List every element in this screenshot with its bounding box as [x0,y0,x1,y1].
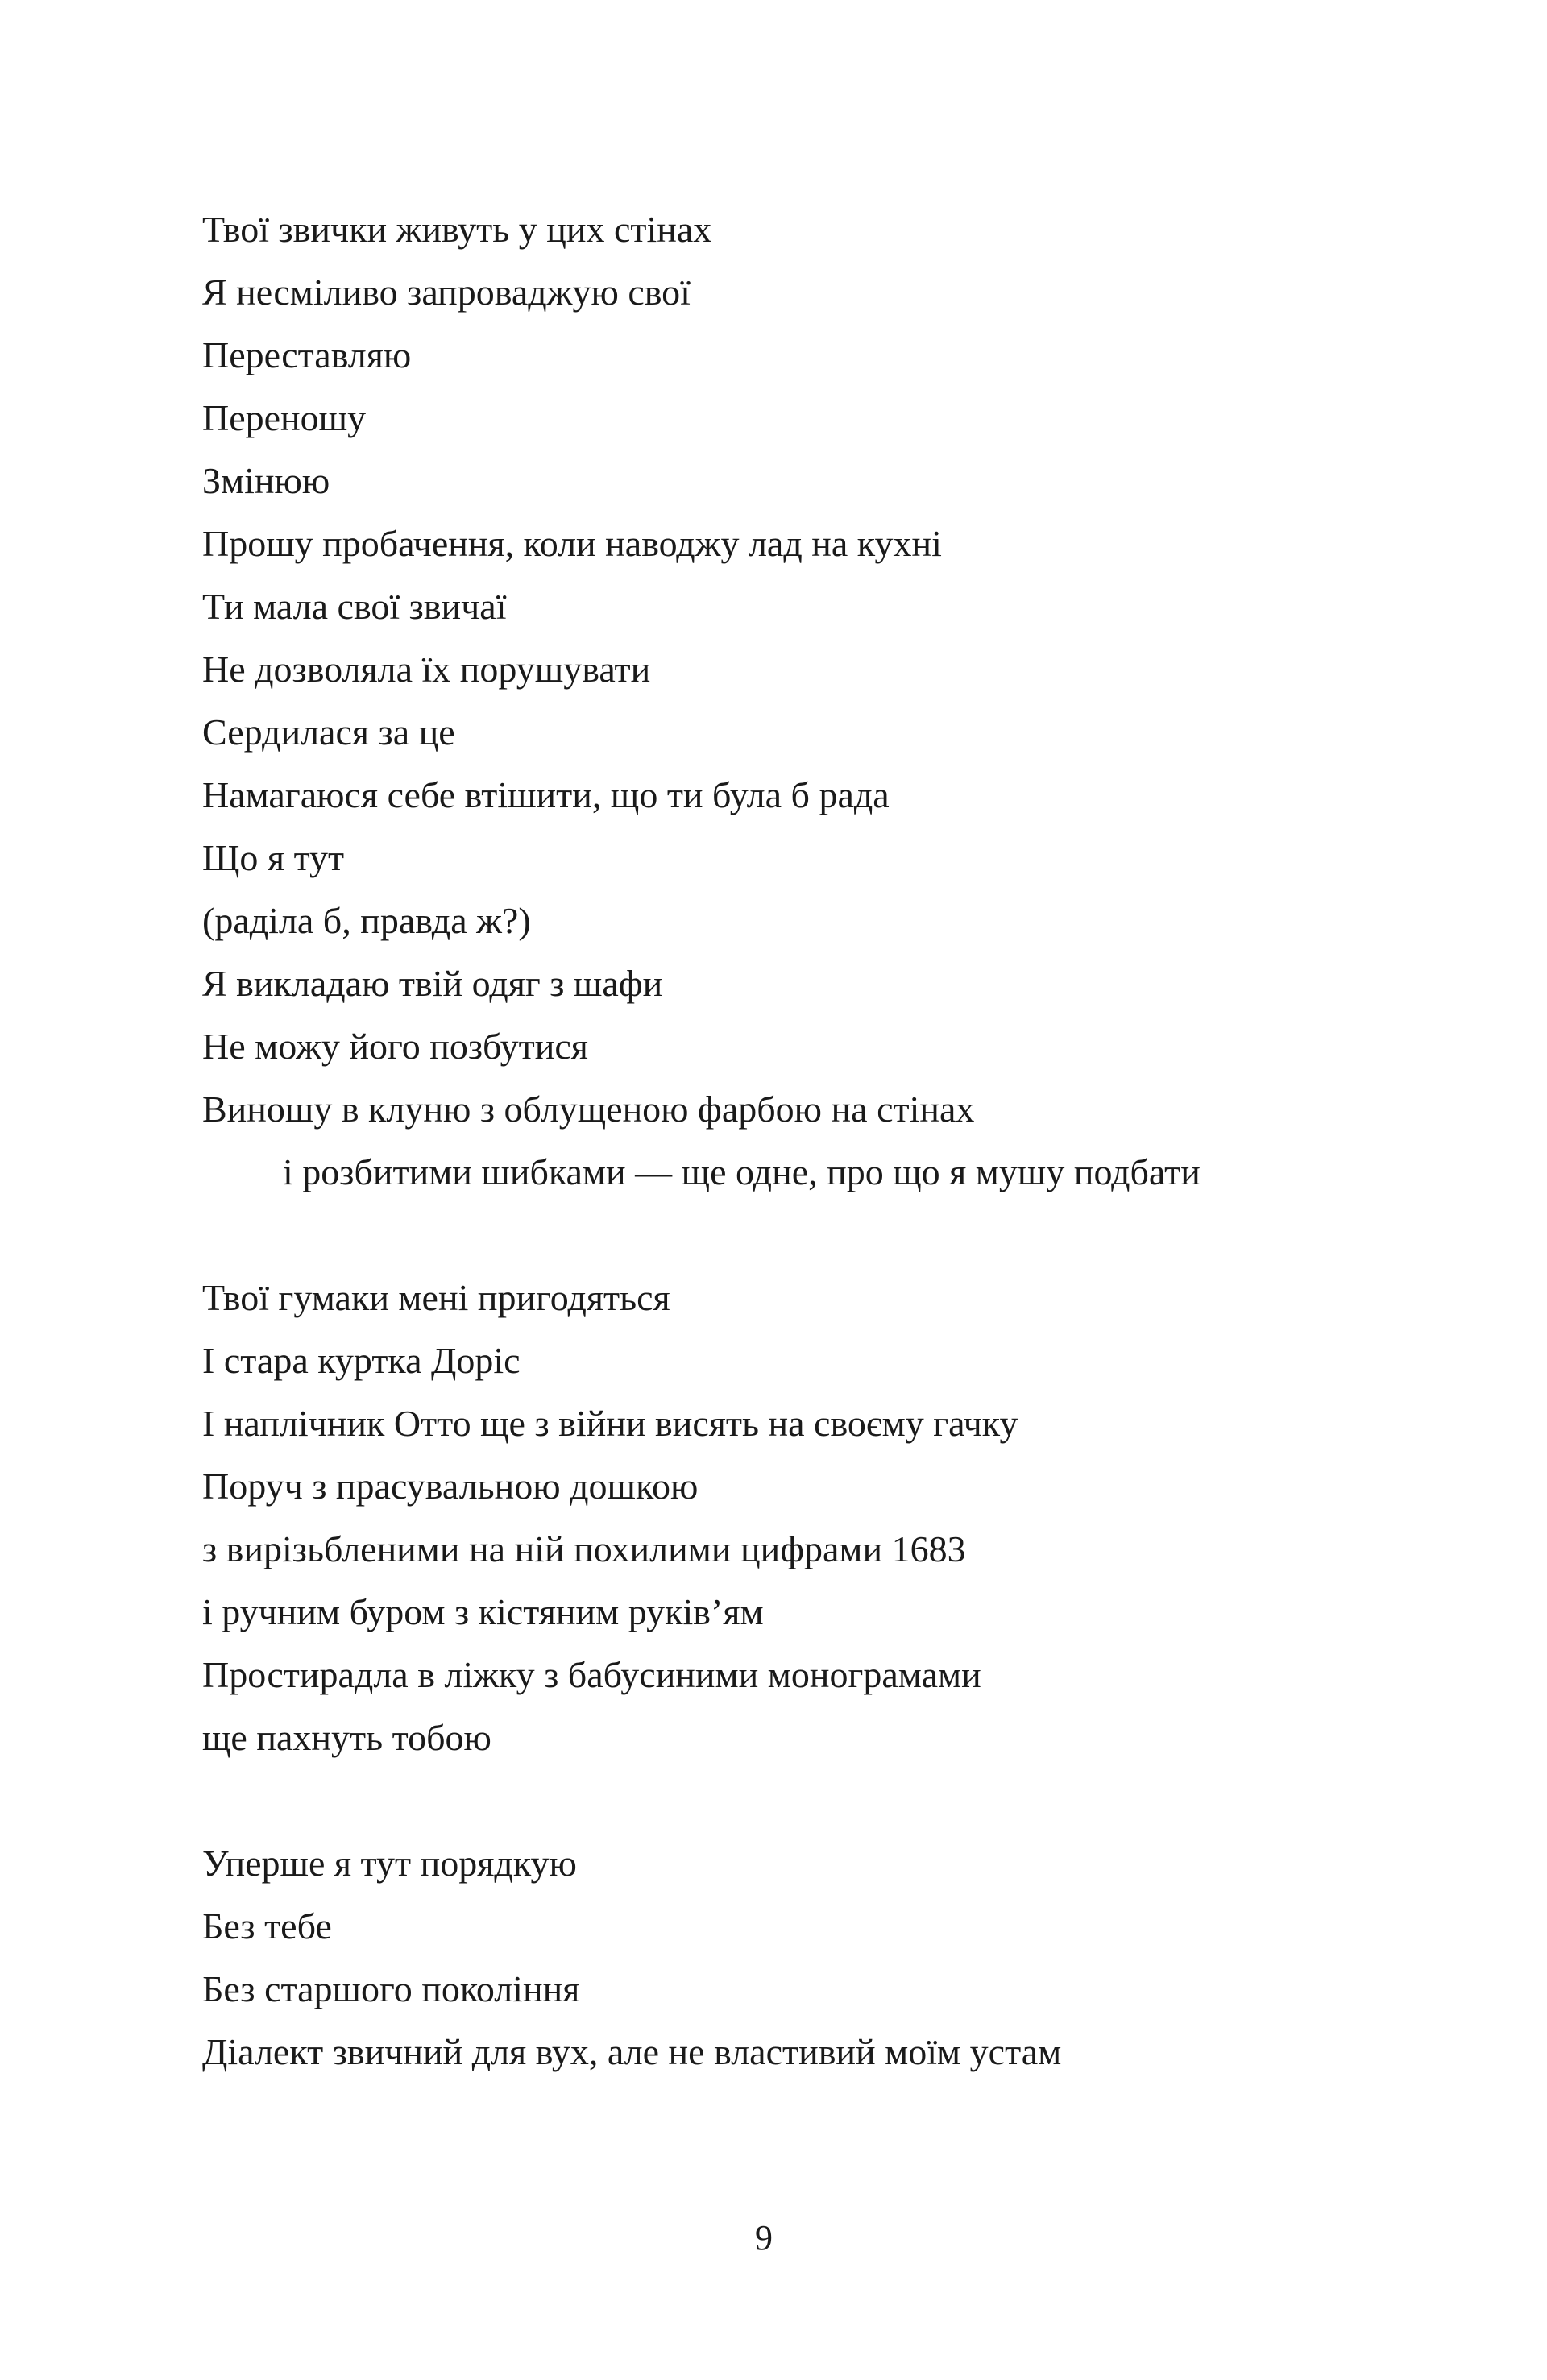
poem-line: Намагаюся себе втішити, що ти була б рада [202,774,890,815]
page-number: 9 [755,2218,773,2258]
stanza-3 [202,1832,1411,2084]
poem-line: Не дозволяла їх порушувати [202,649,651,690]
poem-line: з вирізьбленими на ній похилими цифрами 1683 [202,1528,966,1569]
poem-line: Твої гумаки мені пригодяться [202,1277,670,1318]
poem-line: Простирадла в ліжку з бабусиними монограмами [202,1654,981,1695]
poem-line: Уперше я тут порядкую [202,1843,577,1884]
stanza-2 [202,1267,1411,1769]
stanza-1 [202,198,1411,1204]
poem-line: і ручним буром з кістяним руків’ям [202,1591,764,1632]
poem [202,198,1411,2084]
poem-line: Виношу в клуню з облущеною фарбою на стінах [202,1088,975,1130]
poem-line: Без старшого покоління [202,1968,580,2009]
poem-line: Без тебе [202,1905,332,1947]
poem-line: (раділа б, правда ж?) [202,900,531,941]
poem-line: Сердилася за це [202,711,455,753]
poem-line: І стара куртка Доріс [202,1340,521,1381]
poem-line-continuation: і розбитими шибками — ще одне, про що я мушу подбати [283,1151,1201,1192]
poem-line: Переношу [202,397,367,438]
poem-line: Переставляю [202,334,412,375]
poem-line: Я викладаю твій одяг з шафи [202,963,663,1004]
poem-line: ще пахнуть тобою [202,1717,491,1758]
poem-line: Що я тут [202,837,345,878]
poem-line: Я несміливо запроваджую свої [202,272,691,313]
poem-line: Не можу його позбутися [202,1026,588,1067]
poem-line: Діалект звичний для вух, але не властивий моїм устам [202,2031,1062,2072]
poem-line: Ти мала свої звичаї [202,586,507,627]
poem-line: І наплічник Отто ще з війни висять на своєму гачку [202,1403,1018,1444]
poem-line: Поруч з прасувальною дошкою [202,1466,699,1507]
poem-line: Твої звички живуть у цих стінах [202,209,712,250]
poem-line: Прошу пробачення, коли наводжу лад на кухні [202,523,942,564]
poem-line: Змінюю [202,460,330,501]
